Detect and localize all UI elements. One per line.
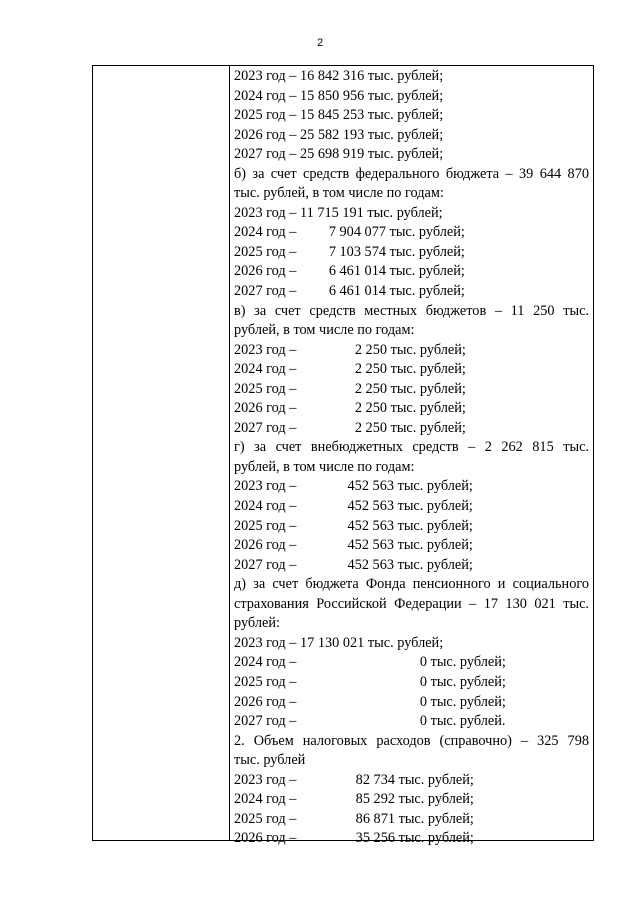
year-label: 2025 год – bbox=[234, 673, 297, 690]
year-row bbox=[234, 341, 589, 361]
year-row bbox=[234, 771, 589, 791]
year-label: 2026 год – bbox=[234, 263, 297, 280]
year-row bbox=[234, 712, 589, 732]
amount-unit: тыс. рублей; bbox=[395, 791, 474, 808]
amount-unit: тыс. рублей; bbox=[387, 400, 466, 417]
year-label: 2027 год – bbox=[234, 283, 297, 300]
passport-table bbox=[92, 65, 594, 847]
amount-value: 86 871 bbox=[355, 810, 395, 827]
amount-unit: тыс. рублей. bbox=[427, 713, 506, 730]
year-label: 2025 год – bbox=[234, 243, 297, 260]
amount-unit: тыс. рублей; bbox=[387, 419, 466, 436]
section-tax-expenditures bbox=[234, 732, 589, 849]
amount-unit: тыс. рублей; bbox=[427, 654, 506, 671]
year-label: 2026 год – bbox=[234, 830, 297, 847]
year-row bbox=[234, 477, 589, 497]
section-heading: б) за счет средств федерального бюджета – 39 644 870 bbox=[234, 165, 589, 182]
year-row bbox=[234, 556, 589, 576]
year-row bbox=[234, 399, 589, 419]
amount-unit: тыс. рублей; bbox=[394, 537, 473, 554]
amount-value: 2 250 bbox=[354, 380, 387, 397]
amount-unit: тыс. рублей; bbox=[387, 380, 466, 397]
section-extrabudgetary bbox=[234, 438, 589, 575]
section-heading: страхования Российской Федерации – 17 130 021 тыс. bbox=[234, 595, 589, 612]
year-label: 2023 год – bbox=[234, 771, 297, 788]
year-label: 2027 год – bbox=[234, 419, 297, 436]
year-row bbox=[234, 536, 589, 556]
section-local-budgets bbox=[234, 302, 589, 439]
year-row bbox=[234, 497, 589, 517]
year-row: 2023 год – 17 130 021 тыс. рублей; bbox=[234, 634, 444, 651]
amount-unit: тыс. рублей; bbox=[386, 263, 465, 280]
year-row bbox=[234, 243, 589, 263]
year-label: 2026 год – bbox=[234, 693, 297, 710]
amount-unit: тыс. рублей; bbox=[387, 361, 466, 378]
amount-value: 452 563 bbox=[347, 498, 394, 515]
year-label: 2024 год – bbox=[234, 498, 297, 515]
year-label: 2023 год – bbox=[234, 478, 297, 495]
amount-value: 7 103 574 bbox=[328, 243, 386, 260]
year-label: 2024 год – bbox=[234, 654, 297, 671]
group-a-row: 2023 год – 16 842 316 тыс. рублей; bbox=[234, 68, 444, 84]
amount-unit: тыс. рублей; bbox=[427, 693, 506, 710]
amount-value: 2 250 bbox=[354, 400, 387, 417]
year-row bbox=[234, 653, 589, 673]
group-a-row: 2024 год – 15 850 956 тыс. рублей; bbox=[234, 87, 444, 104]
amount-value: 85 292 bbox=[355, 791, 395, 808]
section-heading: д) за счет бюджета Фонда пенсионного и социального bbox=[234, 576, 589, 593]
group-a bbox=[234, 67, 589, 165]
year-label: 2025 год – bbox=[234, 517, 297, 534]
amount-unit: тыс. рублей; bbox=[394, 556, 473, 573]
amount-unit: тыс. рублей; bbox=[395, 771, 474, 788]
amount-unit: тыс. рублей; bbox=[394, 517, 473, 534]
year-row bbox=[234, 223, 589, 243]
year-row bbox=[234, 380, 589, 400]
amount-value: 452 563 bbox=[347, 556, 394, 573]
amount-unit: тыс. рублей; bbox=[395, 810, 474, 827]
amount-value: 0 bbox=[419, 654, 427, 671]
year-label: 2027 год – bbox=[234, 556, 297, 573]
amount-unit: тыс. рублей; bbox=[395, 830, 474, 847]
group-a-row: 2026 год – 25 582 193 тыс. рублей; bbox=[234, 126, 444, 143]
year-row bbox=[234, 360, 589, 380]
amount-value: 452 563 bbox=[347, 537, 394, 554]
year-row bbox=[234, 262, 589, 282]
year-row bbox=[234, 790, 589, 810]
year-label: 2025 год – bbox=[234, 810, 297, 827]
section-social-fund bbox=[234, 575, 589, 731]
amount-value: 2 250 bbox=[354, 419, 387, 436]
section-heading: в) за счет средств местных бюджетов – 11 250 тыс. bbox=[234, 302, 589, 319]
amount-value: 452 563 bbox=[347, 478, 394, 495]
amount-value: 2 250 bbox=[354, 361, 387, 378]
amount-value: 7 904 077 bbox=[328, 224, 386, 241]
column-divider bbox=[229, 66, 230, 840]
year-row bbox=[234, 282, 589, 302]
page-number: 2 bbox=[316, 37, 324, 49]
section-heading: рублей: bbox=[234, 615, 280, 632]
year-row bbox=[234, 673, 589, 693]
year-row bbox=[234, 693, 589, 713]
section-heading: тыс. рублей bbox=[234, 752, 306, 769]
section-heading: рублей, в том числе по годам: bbox=[234, 322, 415, 339]
section-heading: 2. Объем налоговых расходов (справочно) – 325 798 bbox=[234, 732, 589, 749]
amount-value: 6 461 014 bbox=[328, 283, 386, 300]
amount-unit: тыс. рублей; bbox=[386, 283, 465, 300]
amount-value: 35 256 bbox=[355, 830, 395, 847]
year-label: 2026 год – bbox=[234, 400, 297, 417]
section-heading: рублей, в том числе по годам: bbox=[234, 458, 415, 475]
amount-value: 2 250 bbox=[354, 341, 387, 358]
financing-cell bbox=[234, 67, 589, 849]
section-heading: г) за счет внебюджетных средств – 2 262 815 тыс. bbox=[234, 439, 589, 456]
amount-unit: тыс. рублей; bbox=[386, 243, 465, 260]
year-row bbox=[234, 419, 589, 439]
year-row bbox=[234, 829, 589, 849]
year-label: 2026 год – bbox=[234, 537, 297, 554]
amount-unit: тыс. рублей; bbox=[387, 341, 466, 358]
amount-unit: тыс. рублей; bbox=[394, 478, 473, 495]
amount-unit: тыс. рублей; bbox=[394, 498, 473, 515]
group-a-row: 2027 год – 25 698 919 тыс. рублей; bbox=[234, 146, 444, 163]
amount-value: 0 bbox=[419, 693, 427, 710]
amount-value: 0 bbox=[419, 713, 427, 730]
year-label: 2025 год – bbox=[234, 380, 297, 397]
year-row bbox=[234, 517, 589, 537]
year-label: 2027 год – bbox=[234, 713, 297, 730]
amount-value: 452 563 bbox=[347, 517, 394, 534]
section-heading: тыс. рублей, в том числе по годам: bbox=[234, 185, 444, 202]
year-row bbox=[234, 810, 589, 830]
year-label: 2024 год – bbox=[234, 224, 297, 241]
amount-unit: тыс. рублей; bbox=[386, 224, 465, 241]
year-row: 2023 год – 11 715 191 тыс. рублей; bbox=[234, 204, 443, 221]
year-label: 2024 год – bbox=[234, 361, 297, 378]
amount-value: 6 461 014 bbox=[328, 263, 386, 280]
amount-unit: тыс. рублей; bbox=[427, 673, 506, 690]
section-federal-budget bbox=[234, 165, 589, 302]
year-label: 2023 год – bbox=[234, 341, 297, 358]
amount-value: 82 734 bbox=[355, 771, 395, 788]
group-a-row: 2025 год – 15 845 253 тыс. рублей; bbox=[234, 107, 444, 124]
amount-value: 0 bbox=[419, 673, 427, 690]
year-label: 2024 год – bbox=[234, 791, 297, 808]
